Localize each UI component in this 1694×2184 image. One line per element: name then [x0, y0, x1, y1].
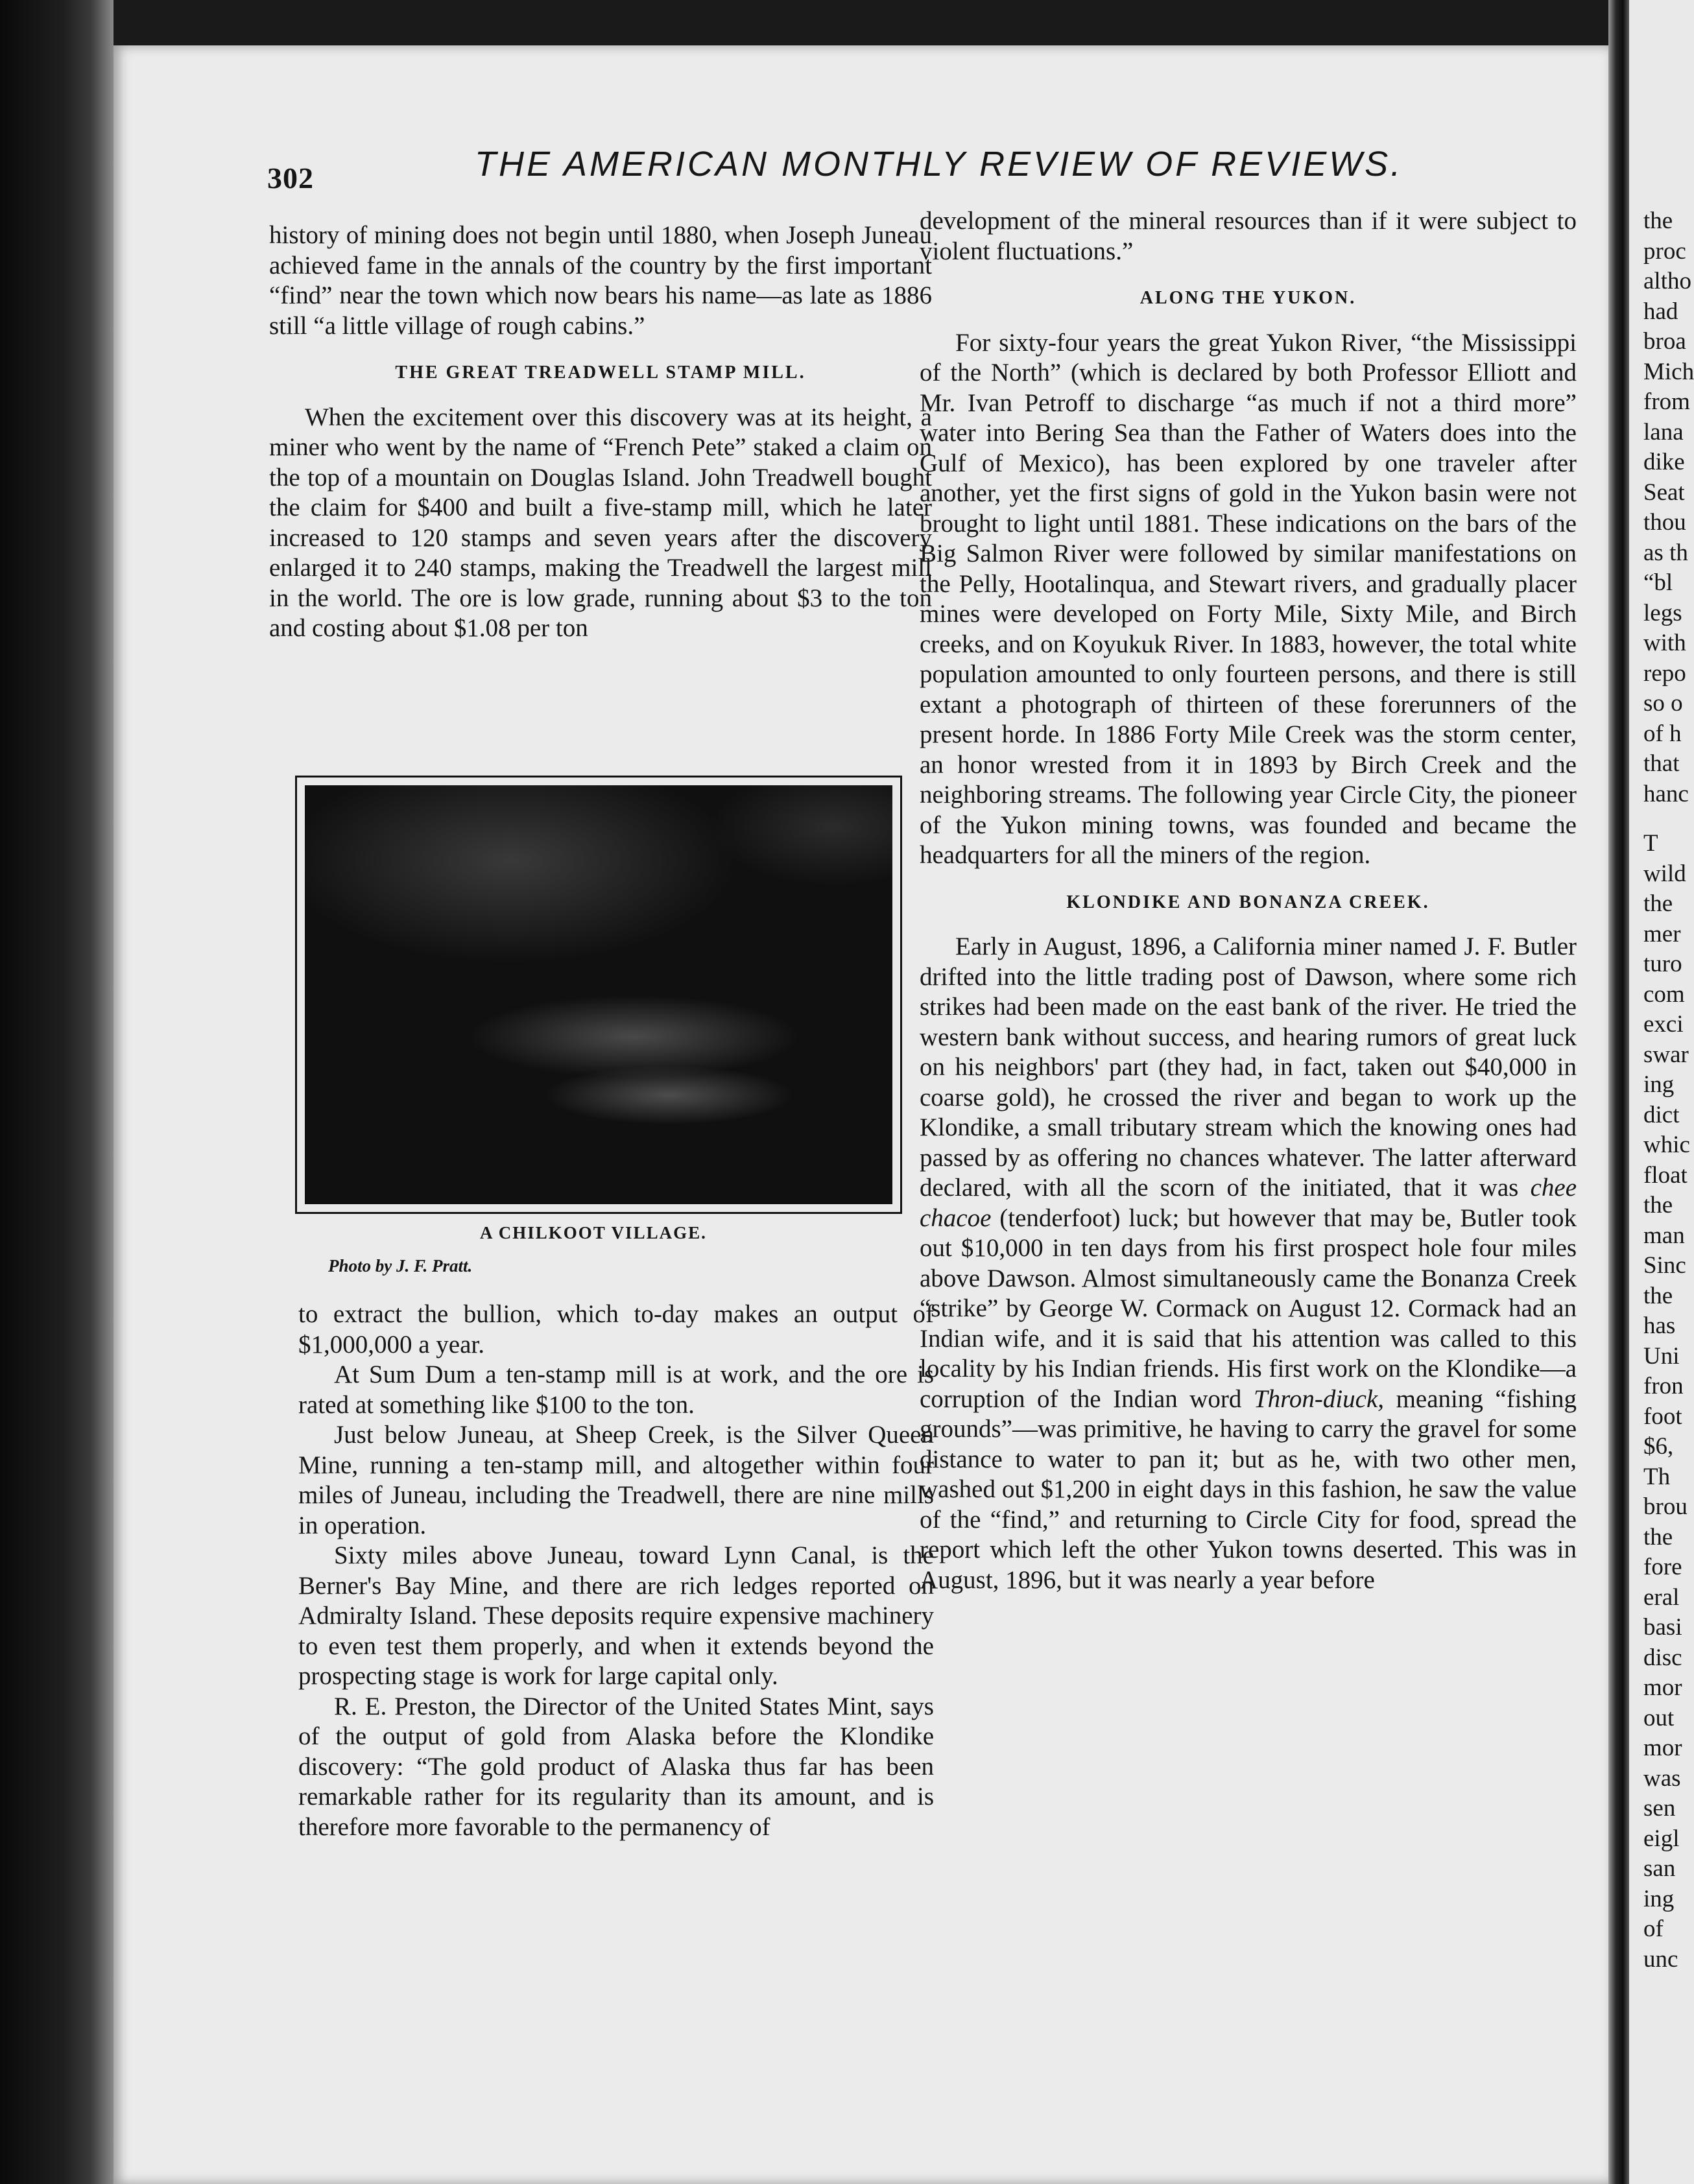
- next-page-fragment: com: [1643, 980, 1685, 1008]
- next-page-fragment: whic: [1643, 1132, 1690, 1158]
- next-page-fragment: legs: [1643, 599, 1682, 626]
- next-page-fragment: Uni: [1643, 1342, 1680, 1370]
- section-heading-klondike: KLONDIKE AND BONANZA CREEK.: [1066, 892, 1430, 912]
- left-intro-paragraph: history of mining does not begin until 1880, when Joseph Juneau achieved fame in the annals of the country by the first important “find” near the town which now bears his name—as late as 1886 still “a little village of rough cabins.”: [269, 221, 932, 340]
- figure-caption: A CHILKOOT VILLAGE.: [480, 1223, 707, 1242]
- next-page-fragment: the: [1643, 890, 1673, 917]
- next-page-fragment: lana: [1643, 418, 1684, 445]
- next-page-fragment: unc: [1643, 1945, 1678, 1973]
- next-page-fragment: has: [1643, 1312, 1676, 1339]
- next-page-fragment: the: [1643, 1282, 1673, 1309]
- next-page-fragment: with: [1643, 630, 1686, 656]
- photo-image: [305, 785, 892, 1204]
- next-page-fragment: the: [1643, 1192, 1673, 1218]
- right-intro-paragraph: development of the mineral resources than if it were subject to violent fluctuations.”: [920, 207, 1577, 265]
- next-page-fragment: brou: [1643, 1493, 1688, 1520]
- next-page-fragment: foot: [1643, 1403, 1682, 1430]
- next-page-fragment: Mich: [1643, 358, 1694, 385]
- section-heading-yukon: ALONG THE YUKON.: [1139, 288, 1357, 308]
- next-page-fragment: had: [1643, 298, 1678, 325]
- next-page-fragment: of: [1643, 1916, 1664, 1942]
- next-page-fragment: $6,: [1643, 1433, 1674, 1460]
- next-page-fragment: Sinc: [1643, 1252, 1686, 1279]
- klondike-paragraph: [920, 932, 1577, 1595]
- klondike-text-1: Early in August, 1896, a California miner named J. F. Butler drifted into the little trading post of Dawson, where some rich strikes had been made on the east bank of the river. He tried the western bank without success, and hearing rumors of great luck on his neighbors' part (they had, in fact, taken out $40,000 in coarse gold), he crossed the river and began to work up the Klondike, a small tributary stream which the knowing ones had passed by as offering no chances whatever. The latter afterward declared, with all the scorn of the initiated, that it was: [920, 932, 1577, 1202]
- next-page-fragment: Seat: [1643, 479, 1685, 506]
- next-page-fragment: basi: [1643, 1614, 1682, 1641]
- right-column: [920, 206, 1577, 1595]
- next-page-edge: [1629, 0, 1694, 2184]
- next-page-fragment: fron: [1643, 1373, 1684, 1399]
- next-page-fragment: hanc: [1643, 780, 1689, 807]
- klondike-italic-2: Thron-diuck,: [1253, 1384, 1385, 1413]
- klondike-text-2: (tenderfoot) luck; but however that may be, Butler took out $10,000 in ten days from his first prospect hole four miles above Dawson. Almost simultaneously came the Bonanza Creek “strike” by George W. Cormack on August 12. Cormack had an Indian wife, and it is said that his attention was called to this locality by his Indian friends. His first work on the Klondike—a corruption of the Indian word: [920, 1204, 1577, 1413]
- klondike-italic-1: chee chacoe: [920, 1174, 1577, 1232]
- yukon-paragraph: For sixty-four years the great Yukon River, “the Mississippi of the North” (which is declared by both Professor Elliott and Mr. Ivan Petroff to discharge “as much if not a third more” water into Bering Sea than the Father of Waters does into the Gulf of Mexico), has been explored by one traveler after another, yet the first signs of gold in the Yukon basin were not brought to light until 1881. These indications on the bars of the Big Salmon River were followed by similar manifestations on the Pelly, Hootalinqua, and Stewart rivers, and gradually placer mines were developed on Forty Mile, Sixty Mile, and Birch creeks, and on Koyukuk River. In 1883, however, the total white population amounted to only fourteen persons, and there is still extant a photograph of thirteen of these forerunners of the present horde. In 1886 Forty Mile Creek was the storm center, an honor wrested from it in 1893 by Birch Creek and the neighboring streams. The following year Circle City, the pioneer of the Yukon mining towns, was founded and became the headquarters for all the miners of the region.: [920, 328, 1577, 869]
- left-column-upper: [269, 220, 932, 644]
- next-page-fragment: thou: [1643, 509, 1686, 536]
- next-page-fragment: was: [1643, 1764, 1681, 1792]
- section-heading-treadwell: THE GREAT TREADWELL STAMP MILL.: [395, 362, 806, 383]
- next-page-fragment: that: [1643, 750, 1680, 777]
- next-page-fragment: disc: [1643, 1644, 1682, 1671]
- next-page-fragment: Th: [1643, 1463, 1671, 1490]
- scan-edge-left: [0, 0, 113, 2184]
- next-page-fragment: ing: [1643, 1071, 1675, 1098]
- next-page-fragment: fore: [1643, 1554, 1682, 1580]
- next-page-fragment: sen: [1643, 1795, 1676, 1822]
- next-page-fragment: the: [1643, 208, 1673, 234]
- next-page-fragment: eral: [1643, 1584, 1680, 1611]
- next-page-fragment: dict: [1643, 1101, 1680, 1128]
- next-page-fragment: turo: [1643, 951, 1682, 977]
- next-page-fragment: wild: [1643, 860, 1686, 887]
- next-page-fragment: so o: [1643, 690, 1683, 717]
- next-page-fragment: float: [1643, 1161, 1688, 1189]
- next-page-fragment: ing: [1643, 1885, 1675, 1912]
- next-page-fragment: mor: [1643, 1674, 1682, 1701]
- berners-bay-paragraph: Sixty miles above Juneau, toward Lynn Canal, is the Berner's Bay Mine, and there are rich ledges reported on Admiralty Island. These deposits require expensive machinery to even test them properly, and when it extends beyond the prospecting stage is work for large capital only.: [298, 1541, 934, 1690]
- left-column-lower: [298, 1300, 934, 1842]
- next-page-fragment: the: [1643, 1523, 1673, 1550]
- binding-gutter: [1608, 0, 1629, 2184]
- page-number: 302: [267, 161, 314, 195]
- chilkoot-village-photo: [295, 776, 902, 1214]
- next-page-fragment: eigl: [1643, 1825, 1680, 1852]
- klondike-text-3: meaning “fishing grounds”—was primitive, he having to carry the gravel for some distance to water to pan it; but as he, with two other men, washed out $1,200 in eight days in this fashion, he saw the value of the “find,” and returning to Circle City for food, spread the report which left the other Yukon towns deserted. This was in August, 1896, but it was nearly a year before: [920, 1384, 1577, 1594]
- next-page-fragment: mer: [1643, 920, 1681, 947]
- treadwell-paragraph: When the excitement over this discovery was at its height, a miner who went by the name of “French Pete” staked a claim on the top of a mountain on Douglas Island. John Treadwell bought the claim for $400 and built a five-stamp mill, which he later increased to 120 stamps and seven years after the discovery enlarged it to 240 stamps, making the Treadwell the largest mill in the world. The ore is low grade, running about $3 to the ton and costing about $1.08 per ton: [269, 403, 932, 642]
- next-page-fragment: “bl: [1643, 569, 1673, 596]
- next-page-fragment: proc: [1643, 237, 1686, 265]
- next-page-fragment: of h: [1643, 720, 1682, 747]
- next-page-fragment: as th: [1643, 539, 1688, 566]
- preston-paragraph: R. E. Preston, the Director of the United States Mint, says of the output of gold from Alaska before the Klondike discovery: “The gold product of Alaska thus far has been remarkable rather for its regularity than its amount, and is therefore more favorable to the permanency of: [298, 1692, 934, 1841]
- next-page-fragment: from: [1643, 388, 1690, 415]
- next-page-fragment: altho: [1643, 268, 1691, 294]
- next-page-fragment: T: [1643, 830, 1658, 857]
- sheep-creek-paragraph: Just below Juneau, at Sheep Creek, is the Silver Queen Mine, running a ten-stamp mill, and altogether within four miles of Juneau, including the Treadwell, there are nine mills in operation.: [298, 1421, 934, 1539]
- next-page-fragment: man: [1643, 1222, 1685, 1249]
- next-page-fragment: exci: [1643, 1011, 1684, 1038]
- next-page-fragment: out: [1643, 1704, 1675, 1731]
- next-page-fragment: swar: [1643, 1041, 1689, 1068]
- next-page-fragment: mor: [1643, 1735, 1682, 1761]
- next-page-fragment: san: [1643, 1855, 1676, 1882]
- next-page-fragment: broa: [1643, 328, 1686, 355]
- sum-dum-paragraph: At Sum Dum a ten-stamp mill is at work, and the ore is rated at something like $100 to the ton.: [298, 1360, 934, 1419]
- left-continued-paragraph: to extract the bullion, which to-day makes an output of $1,000,000 a year.: [298, 1300, 934, 1359]
- running-title: THE AMERICAN MONTHLY REVIEW OF REVIEWS.: [475, 145, 1403, 184]
- photo-credit: Photo by J. F. Pratt.: [328, 1256, 473, 1276]
- next-page-fragment: dike: [1643, 449, 1685, 475]
- next-page-fragment: repo: [1643, 659, 1686, 687]
